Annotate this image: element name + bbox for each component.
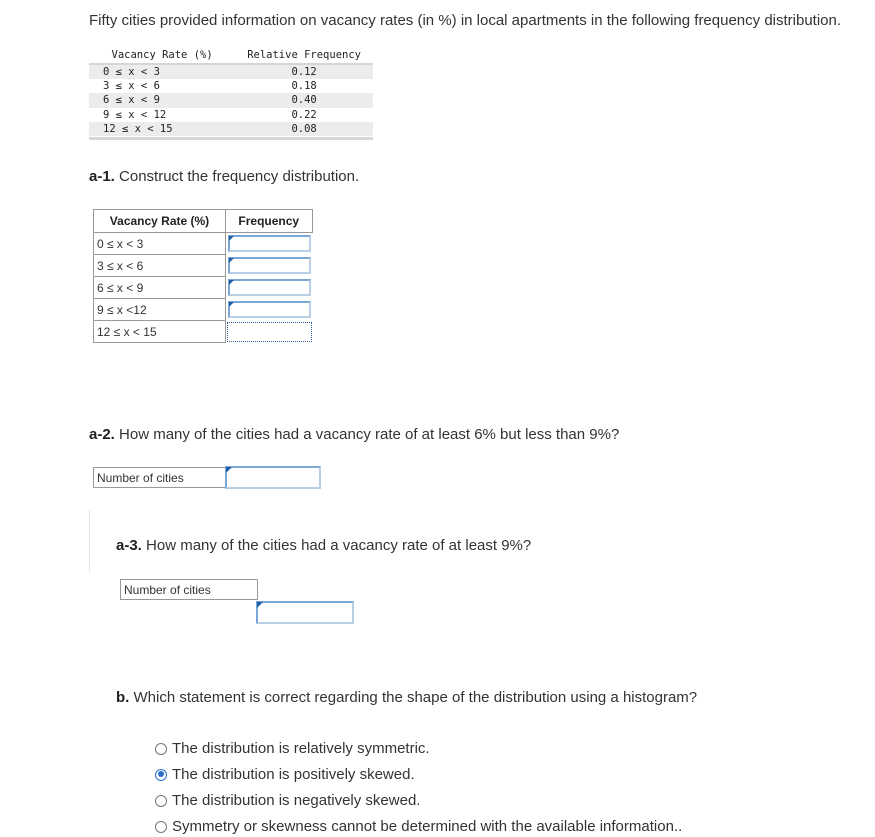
given-rate-cell: 6 ≤ x < 9	[89, 93, 235, 107]
question-b-text: Which statement is correct regarding the shape of the distribution using a histogram?	[129, 689, 698, 706]
answer-rate-cell: 3 ≤ x < 6	[94, 255, 226, 277]
question-a1-text: Construct the frequency distribution.	[114, 168, 360, 185]
option-negatively-skewed[interactable]	[155, 792, 420, 809]
section-divider	[89, 510, 90, 572]
given-rate-cell: 12 ≤ x < 15	[89, 122, 235, 136]
given-relfreq-cell: 0.40	[235, 93, 373, 107]
answer-header-frequency: Frequency	[226, 210, 313, 233]
option-text: The distribution is negatively skewed.	[172, 792, 421, 809]
a3-number-of-cities-label: Number of cities	[120, 579, 258, 600]
question-a2-label: a-2.	[89, 426, 115, 443]
frequency-input[interactable]	[228, 301, 311, 318]
a2-number-of-cities-label: Number of cities	[93, 467, 227, 488]
question-a3-text: How many of the cities had a vacancy rate of at least 9%?	[141, 537, 532, 554]
given-rate-cell: 0 ≤ x < 3	[89, 64, 235, 79]
question-b-label: b.	[116, 689, 130, 706]
answer-rate-cell: 9 ≤ x <12	[94, 299, 226, 321]
given-header-rate: Vacancy Rate (%)	[89, 47, 235, 64]
problem-intro: Fifty cities provided information on vacancy rates (in %) in local apartments in the following frequency distribution.	[89, 12, 842, 29]
given-header-relfreq: Relative Frequency	[235, 47, 373, 64]
answer-frequency-table	[93, 209, 313, 343]
given-relfreq-cell: 0.18	[291, 80, 317, 93]
option-text: The distribution is positively skewed.	[172, 766, 415, 783]
question-b	[116, 689, 697, 706]
given-rate-cell: 3 ≤ x < 6	[103, 80, 160, 93]
answer-rate-cell: 12 ≤ x < 15	[94, 321, 226, 343]
question-a1-label: a-1.	[89, 168, 115, 185]
frequency-input[interactable]	[228, 235, 311, 252]
answer-header-rate: Vacancy Rate (%)	[94, 210, 226, 233]
option-positively-skewed[interactable]	[155, 766, 415, 783]
question-a2	[89, 426, 619, 443]
frequency-input[interactable]	[228, 279, 311, 296]
question-a3-label: a-3.	[116, 537, 142, 554]
option-symmetric[interactable]	[155, 740, 430, 757]
given-relfreq-cell: 0.12	[235, 64, 373, 79]
given-frequency-table	[89, 47, 373, 140]
option-cannot-determine[interactable]	[155, 818, 682, 835]
a2-number-of-cities-input[interactable]	[225, 466, 321, 489]
a3-number-of-cities-input[interactable]	[256, 601, 354, 624]
radio-symmetric[interactable]	[155, 743, 167, 755]
given-relfreq-cell: 0.22	[291, 108, 317, 121]
answer-rate-cell: 6 ≤ x < 9	[94, 277, 226, 299]
frequency-total-cell	[227, 322, 312, 342]
question-a3	[116, 537, 531, 554]
radio-negatively-skewed[interactable]	[155, 795, 167, 807]
answer-rate-cell: 0 ≤ x < 3	[94, 233, 226, 255]
radio-positively-skewed[interactable]	[155, 769, 167, 781]
question-a2-text: How many of the cities had a vacancy rate of at least 6% but less than 9%?	[114, 426, 620, 443]
option-text: Symmetry or skewness cannot be determined with the available information..	[172, 818, 683, 835]
radio-cannot-determine[interactable]	[155, 821, 167, 833]
given-relfreq-cell: 0.08	[235, 122, 373, 136]
question-a1	[89, 168, 359, 185]
frequency-input[interactable]	[228, 257, 311, 274]
given-rate-cell: 9 ≤ x < 12	[103, 108, 167, 121]
option-text: The distribution is relatively symmetric.	[172, 740, 430, 757]
